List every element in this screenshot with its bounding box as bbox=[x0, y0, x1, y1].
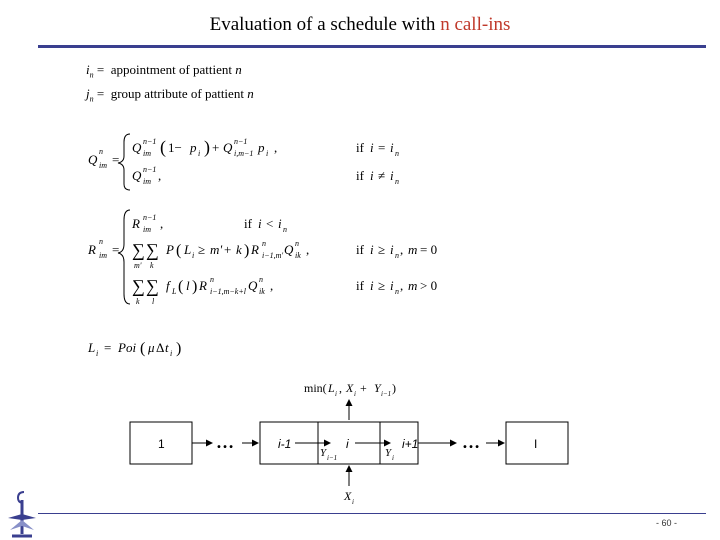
svg-text:≥: ≥ bbox=[198, 242, 206, 257]
svg-text:,: , bbox=[160, 216, 164, 231]
svg-text:≥: ≥ bbox=[378, 278, 386, 293]
svg-text:R: R bbox=[132, 216, 140, 231]
svg-text:i: i bbox=[370, 168, 374, 183]
svg-text:μ: μ bbox=[148, 340, 155, 355]
svg-text:): ) bbox=[392, 381, 396, 395]
box-i-label: i bbox=[346, 437, 349, 451]
svg-text:i: i bbox=[390, 140, 394, 155]
svg-text:n: n bbox=[395, 251, 399, 260]
queue-diagram bbox=[120, 378, 590, 508]
svg-text:): ) bbox=[204, 137, 210, 157]
bottom-label: X bbox=[344, 489, 352, 503]
svg-text:Δ: Δ bbox=[156, 340, 165, 355]
svg-text:n: n bbox=[99, 147, 103, 156]
svg-text:i: i bbox=[170, 349, 173, 358]
svg-text:,: , bbox=[400, 278, 404, 293]
svg-text:Q: Q bbox=[284, 242, 294, 257]
definition-jn-text: group attribute of pattient bbox=[110, 86, 244, 101]
svg-text:,: , bbox=[306, 242, 310, 257]
svg-text:if: if bbox=[356, 168, 364, 183]
svg-text:Q: Q bbox=[248, 278, 258, 293]
svg-text:im: im bbox=[143, 149, 151, 158]
svg-text:i: i bbox=[198, 149, 201, 158]
svg-text:n: n bbox=[210, 275, 214, 284]
svg-text:m: m bbox=[408, 278, 418, 293]
svg-text:L: L bbox=[184, 242, 192, 257]
svg-text:ik: ik bbox=[259, 287, 265, 296]
svg-text:,: , bbox=[274, 140, 278, 155]
svg-text:m': m' bbox=[134, 261, 142, 270]
svg-text:n: n bbox=[295, 239, 299, 248]
svg-text:≥: ≥ bbox=[378, 242, 386, 257]
svg-text:n: n bbox=[395, 177, 399, 186]
svg-text:k: k bbox=[150, 261, 154, 270]
svg-text:n: n bbox=[259, 275, 263, 284]
ellipsis-left: … bbox=[216, 432, 234, 452]
footer-rule bbox=[38, 513, 706, 514]
svg-text:i−1,m−k+l: i−1,m−k+l bbox=[210, 287, 246, 296]
y-prev-label: Y bbox=[320, 447, 327, 459]
svg-text:p: p bbox=[258, 140, 265, 155]
svg-text:i: i bbox=[370, 140, 374, 155]
svg-text:Q: Q bbox=[223, 140, 233, 155]
svg-text:(: ( bbox=[178, 278, 184, 295]
svg-text:n: n bbox=[283, 225, 287, 234]
ellipsis-right: … bbox=[462, 432, 480, 452]
top-label bbox=[304, 381, 396, 398]
svg-text:i: i bbox=[392, 454, 394, 462]
title-accent: n call-ins bbox=[440, 14, 511, 35]
definition-jn: $j_n$ = group attribute of pattient n bbox=[86, 86, 254, 104]
svg-text:=: = bbox=[378, 140, 386, 155]
svg-text:p: p bbox=[190, 140, 197, 155]
svg-text:,: , bbox=[158, 168, 162, 183]
svg-text:min(: min( bbox=[304, 381, 327, 395]
svg-text:n−1: n−1 bbox=[143, 137, 157, 146]
svg-text:,: , bbox=[270, 278, 274, 293]
definition-in: $i_n$ = appointment of pattient n bbox=[86, 62, 242, 80]
svg-text:i: i bbox=[258, 216, 262, 231]
svg-text:k: k bbox=[136, 297, 140, 306]
svg-text:i−1: i−1 bbox=[327, 454, 338, 462]
definition-in-text: appointment of pattient bbox=[110, 62, 233, 77]
svg-text:R: R bbox=[88, 242, 96, 257]
svg-text:L: L bbox=[88, 340, 96, 355]
svg-text:if: if bbox=[356, 140, 364, 155]
svg-text:i−1: i−1 bbox=[381, 390, 392, 398]
svg-text:L: L bbox=[328, 381, 335, 395]
svg-text:L: L bbox=[172, 287, 177, 296]
svg-text:i: i bbox=[335, 390, 337, 398]
svg-text:Q: Q bbox=[132, 140, 142, 155]
svg-text:,: , bbox=[339, 381, 342, 395]
svg-text:P: P bbox=[166, 242, 174, 257]
svg-text:R: R bbox=[251, 242, 259, 257]
svg-text:+: + bbox=[360, 381, 367, 395]
svg-text:): ) bbox=[192, 278, 198, 295]
svg-text:m': m' bbox=[210, 242, 223, 257]
svg-text:Q: Q bbox=[132, 168, 142, 183]
svg-text:im: im bbox=[143, 225, 151, 234]
box-I-label: I bbox=[534, 437, 538, 451]
svg-text:i: i bbox=[370, 278, 374, 293]
svg-text:if: if bbox=[356, 242, 364, 257]
svg-text:n: n bbox=[262, 239, 266, 248]
q-equation bbox=[88, 134, 399, 190]
svg-text:n−1: n−1 bbox=[143, 165, 157, 174]
svg-text:i: i bbox=[390, 242, 394, 257]
svg-text:≠: ≠ bbox=[378, 168, 386, 183]
svg-text:= 0: = 0 bbox=[420, 242, 438, 257]
svg-text:): ) bbox=[176, 340, 182, 357]
recursion-equations bbox=[78, 128, 458, 358]
svg-text:i: i bbox=[354, 390, 356, 398]
svg-text:if: if bbox=[356, 278, 364, 293]
svg-text:(: ( bbox=[176, 242, 182, 259]
svg-text:,: , bbox=[400, 242, 404, 257]
svg-text:im: im bbox=[99, 251, 107, 260]
svg-text:i: i bbox=[266, 149, 269, 158]
svg-text:i,m−1: i,m−1 bbox=[234, 149, 254, 158]
svg-text:(: ( bbox=[140, 340, 146, 357]
svg-text:+: + bbox=[212, 140, 220, 155]
svg-text:k: k bbox=[236, 242, 242, 257]
box-i-minus-1-label: i-1 bbox=[278, 437, 292, 451]
box-i-plus-1-label: i+1 bbox=[402, 437, 419, 451]
institution-logo-icon bbox=[4, 488, 40, 540]
svg-text:f: f bbox=[166, 278, 170, 293]
svg-text:∑: ∑ bbox=[146, 276, 159, 296]
svg-text:∑: ∑ bbox=[132, 276, 145, 296]
svg-text:=: = bbox=[104, 340, 112, 355]
y-curr-label: Y bbox=[385, 447, 392, 459]
svg-text:∑: ∑ bbox=[146, 240, 159, 260]
svg-text:i: i bbox=[96, 349, 99, 358]
svg-text:i: i bbox=[192, 251, 195, 260]
svg-text:=: = bbox=[112, 152, 120, 167]
svg-text:> 0: > 0 bbox=[420, 278, 438, 293]
svg-text:im: im bbox=[143, 177, 151, 186]
svg-text:ik: ik bbox=[295, 251, 301, 260]
svg-text:i: i bbox=[370, 242, 374, 257]
svg-text:if: if bbox=[244, 216, 252, 231]
svg-text:n: n bbox=[99, 237, 103, 246]
svg-text:∑: ∑ bbox=[132, 240, 145, 260]
title-prefix: Evaluation of a schedule with bbox=[209, 14, 436, 35]
svg-text:n: n bbox=[395, 149, 399, 158]
l-equation bbox=[87, 340, 181, 358]
svg-text:(: ( bbox=[160, 137, 166, 157]
title-rule bbox=[38, 45, 706, 48]
r-equation bbox=[87, 210, 437, 306]
svg-text:n−1: n−1 bbox=[143, 213, 157, 222]
slide-title bbox=[0, 14, 720, 36]
svg-text:l: l bbox=[186, 278, 190, 293]
svg-text:Q: Q bbox=[88, 152, 98, 167]
svg-text:m: m bbox=[408, 242, 418, 257]
svg-text:i: i bbox=[352, 498, 354, 506]
svg-text:): ) bbox=[244, 242, 250, 259]
svg-text:i: i bbox=[390, 168, 394, 183]
svg-text:+: + bbox=[224, 242, 232, 257]
svg-text:<: < bbox=[266, 216, 274, 231]
svg-text:n−1: n−1 bbox=[234, 137, 248, 146]
box-1-label: 1 bbox=[158, 437, 165, 451]
svg-text:n: n bbox=[395, 287, 399, 296]
svg-text:t: t bbox=[165, 340, 169, 355]
svg-text:i−1,m': i−1,m' bbox=[262, 251, 284, 260]
svg-text:Poi: Poi bbox=[118, 340, 137, 355]
svg-text:R: R bbox=[199, 278, 207, 293]
svg-text:l: l bbox=[152, 297, 155, 306]
svg-text:X: X bbox=[346, 381, 354, 395]
svg-text:im: im bbox=[99, 161, 107, 170]
svg-text:i: i bbox=[278, 216, 282, 231]
svg-text:i: i bbox=[390, 278, 394, 293]
svg-text:1−: 1− bbox=[168, 140, 182, 155]
svg-text:=: = bbox=[112, 242, 120, 257]
page-number: - 60 - bbox=[656, 518, 678, 528]
svg-text:Y: Y bbox=[374, 381, 381, 395]
